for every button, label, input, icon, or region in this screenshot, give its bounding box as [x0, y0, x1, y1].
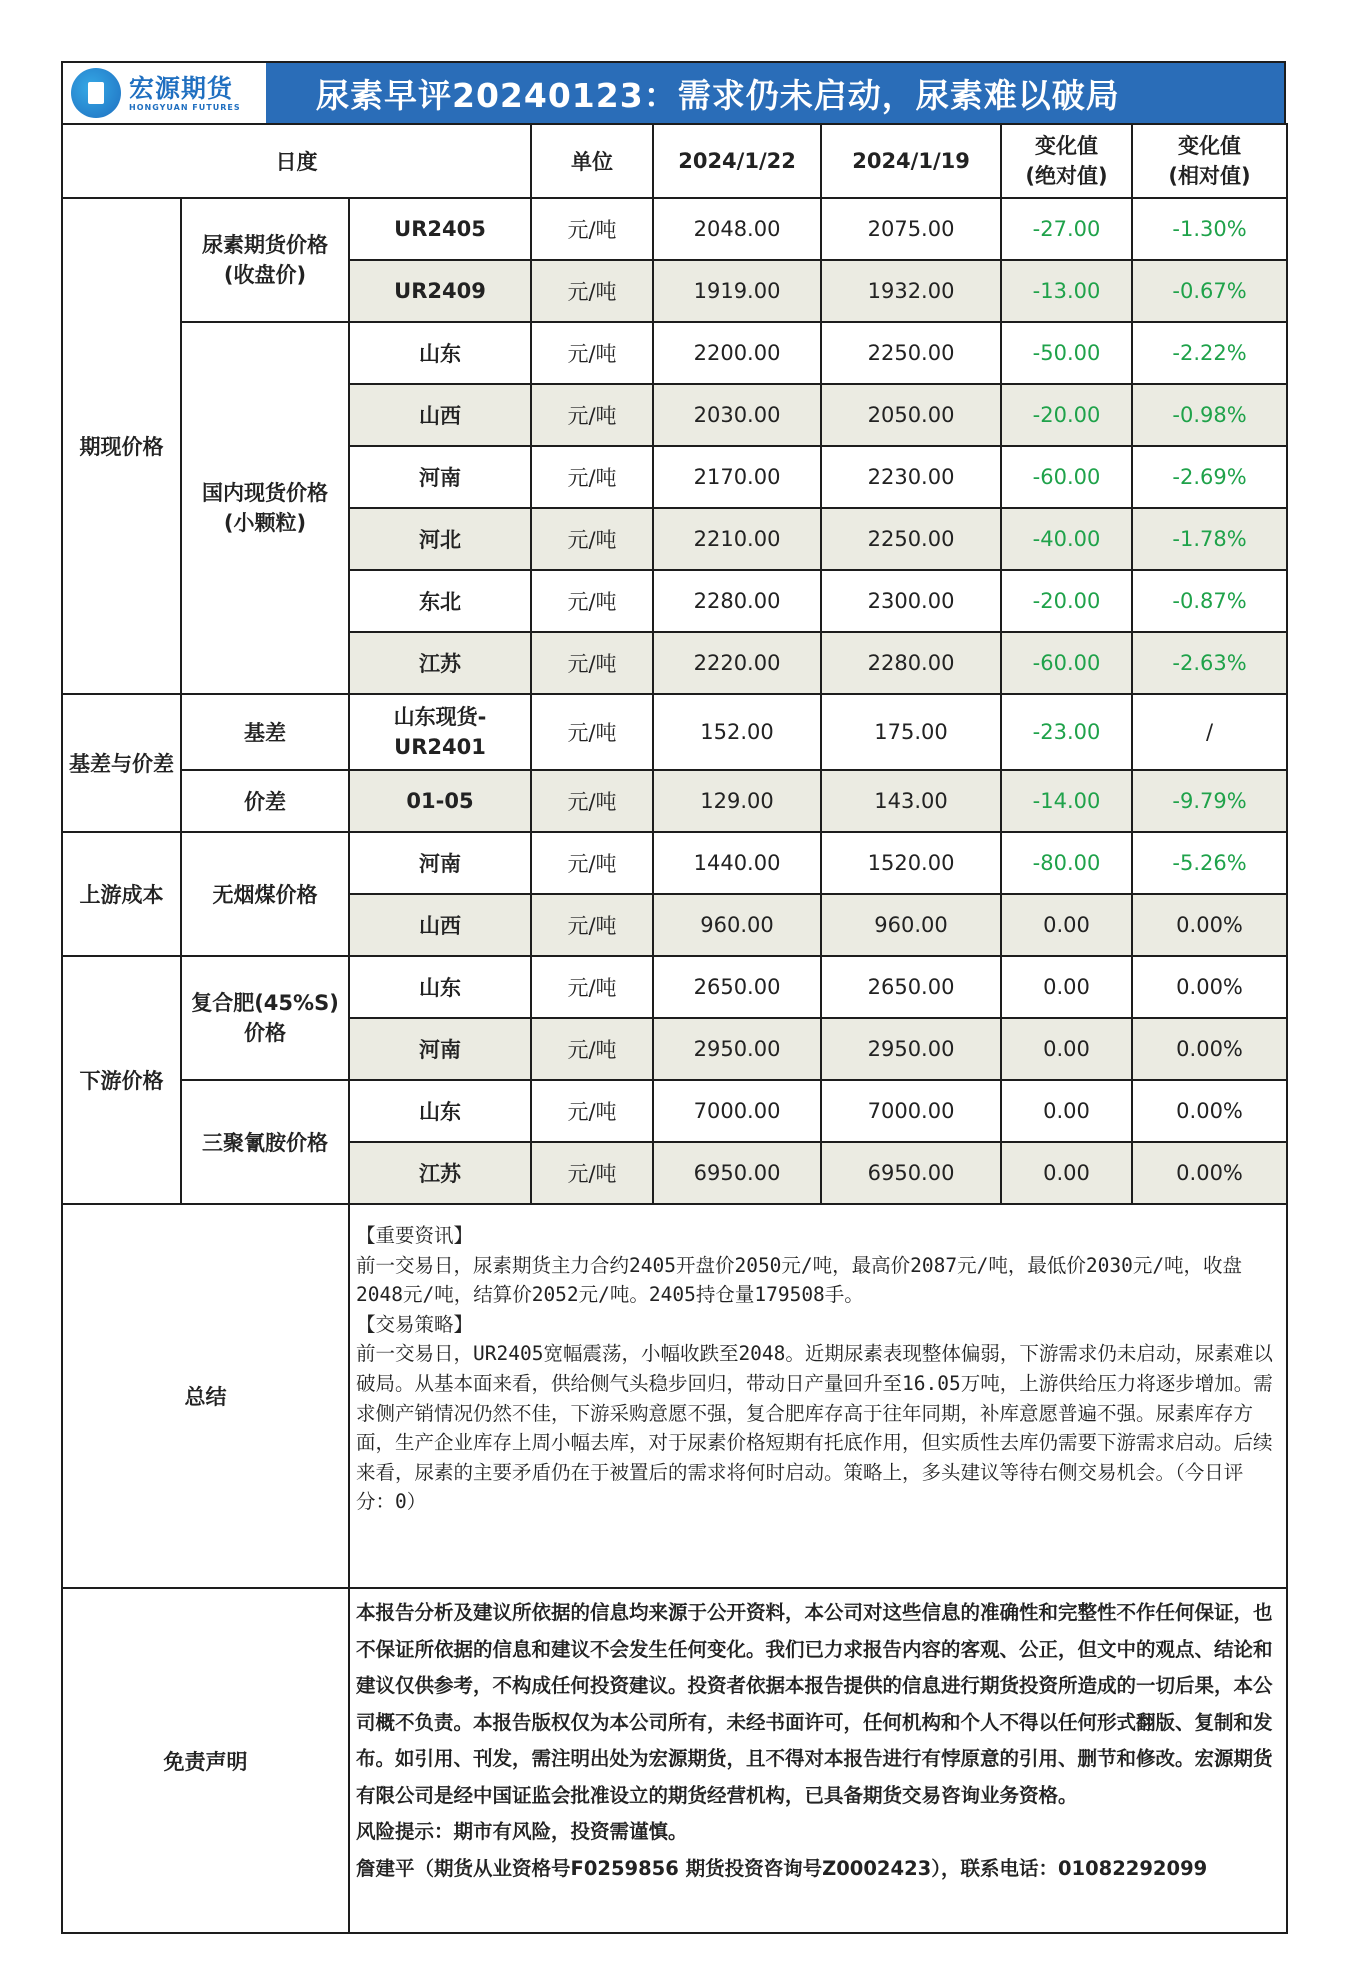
row-rel-change: -1.78%: [1132, 508, 1287, 570]
table-row: [62, 198, 1287, 260]
row-unit: 元/吨: [531, 832, 653, 894]
row-item: 山西: [349, 384, 531, 446]
summary-content: [349, 1204, 1287, 1588]
row-unit: 元/吨: [531, 446, 653, 508]
col-date1: 2024/1/22: [653, 124, 821, 198]
hongyuan-logo-icon: [71, 68, 121, 118]
row-item: 山东现货- UR2401: [349, 694, 531, 770]
row-unit: 元/吨: [531, 260, 653, 322]
col-abs-change: 变化值 (绝对值): [1001, 124, 1132, 198]
report-sheet: [61, 61, 1286, 1934]
row-value-date2: 2250.00: [821, 322, 1001, 384]
risk-notice: 风险提示：期市有风险，投资需谨慎。: [356, 1820, 688, 1843]
row-item: 山东: [349, 1080, 531, 1142]
disclaimer-row: [62, 1588, 1287, 1933]
table-row: [62, 832, 1287, 894]
group-upstream: 上游成本: [62, 832, 181, 956]
row-rel-change: -0.67%: [1132, 260, 1287, 322]
row-item: UR2409: [349, 260, 531, 322]
row-abs-change: 0.00: [1001, 1080, 1132, 1142]
subgroup-spot: 国内现货价格 (小颗粒): [181, 322, 349, 694]
row-rel-change: -5.26%: [1132, 832, 1287, 894]
row-unit: 元/吨: [531, 694, 653, 770]
row-unit: 元/吨: [531, 894, 653, 956]
row-value-date2: 2300.00: [821, 570, 1001, 632]
summary-label: 总结: [62, 1204, 349, 1588]
strategy-heading: 【交易策略】: [356, 1312, 474, 1336]
row-value-date1: 2170.00: [653, 446, 821, 508]
row-item: 河南: [349, 832, 531, 894]
row-unit: 元/吨: [531, 956, 653, 1018]
row-item: UR2405: [349, 198, 531, 260]
row-abs-change: -20.00: [1001, 570, 1132, 632]
row-abs-change: 0.00: [1001, 1018, 1132, 1080]
subgroup-spread: 价差: [181, 770, 349, 832]
row-value-date2: 175.00: [821, 694, 1001, 770]
row-abs-change: -13.00: [1001, 260, 1132, 322]
row-abs-change: 0.00: [1001, 956, 1132, 1018]
news-heading: 【重要资讯】: [356, 1224, 474, 1247]
row-item: 河南: [349, 1018, 531, 1080]
disclaimer-body: 本报告分析及建议所依据的信息均来源于公开资料，本公司对这些信息的准确性和完整性不作任何保证，也不保证所依据的信息和建议不会发生任何变化。我们已力求报告内容的客观、公正，但文中的观点、结论和建议仅供参考，不构成任何投资建议。投资者依据本报告提供的信息进行期货投资所造成的一切后果，本公司概不负责。本报告版权仅为本公司所有，未经书面许可，任何机构和个人不得以任何形式翻版、复制和发布。如引用、刊发，需注明出处为宏源期货，且不得对本报告进行有悖原意的引用、删节和修改。宏源期货有限公司是经中国证监会批准设立的期货经营机构，已具备期货交易咨询业务资格。: [356, 1601, 1273, 1807]
row-item: 山东: [349, 956, 531, 1018]
row-value-date2: 2050.00: [821, 384, 1001, 446]
row-value-date1: 2280.00: [653, 570, 821, 632]
row-abs-change: 0.00: [1001, 1142, 1132, 1204]
subgroup-coal: 无烟煤价格: [181, 832, 349, 956]
row-value-date1: 152.00: [653, 694, 821, 770]
row-item: 东北: [349, 570, 531, 632]
row-value-date2: 2650.00: [821, 956, 1001, 1018]
row-value-date2: 143.00: [821, 770, 1001, 832]
row-abs-change: -14.00: [1001, 770, 1132, 832]
row-value-date2: 7000.00: [821, 1080, 1001, 1142]
group-downstream: 下游价格: [62, 956, 181, 1204]
row-value-date1: 2650.00: [653, 956, 821, 1018]
row-rel-change: 0.00%: [1132, 1080, 1287, 1142]
row-value-date2: 960.00: [821, 894, 1001, 956]
disclaimer-content: [349, 1588, 1287, 1933]
row-unit: 元/吨: [531, 1142, 653, 1204]
row-value-date1: 1919.00: [653, 260, 821, 322]
row-abs-change: -60.00: [1001, 446, 1132, 508]
row-value-date2: 6950.00: [821, 1142, 1001, 1204]
row-value-date1: 2950.00: [653, 1018, 821, 1080]
row-unit: 元/吨: [531, 1080, 653, 1142]
row-value-date1: 2200.00: [653, 322, 821, 384]
row-rel-change: -9.79%: [1132, 770, 1287, 832]
row-item: 江苏: [349, 1142, 531, 1204]
row-rel-change: 0.00%: [1132, 956, 1287, 1018]
table-row: [62, 1080, 1287, 1142]
row-value-date1: 6950.00: [653, 1142, 821, 1204]
row-abs-change: -80.00: [1001, 832, 1132, 894]
row-unit: 元/吨: [531, 632, 653, 694]
report-header: [61, 61, 1286, 123]
column-header-row: [62, 124, 1287, 198]
row-rel-change: 0.00%: [1132, 1018, 1287, 1080]
row-value-date1: 960.00: [653, 894, 821, 956]
row-rel-change: -0.98%: [1132, 384, 1287, 446]
row-value-date2: 2280.00: [821, 632, 1001, 694]
group-basis-spread: 基差与价差: [62, 694, 181, 832]
row-item: 山西: [349, 894, 531, 956]
col-date2: 2024/1/19: [821, 124, 1001, 198]
summary-row: [62, 1204, 1287, 1588]
row-value-date1: 2048.00: [653, 198, 821, 260]
row-rel-change: 0.00%: [1132, 1142, 1287, 1204]
row-unit: 元/吨: [531, 198, 653, 260]
row-value-date2: 2250.00: [821, 508, 1001, 570]
row-abs-change: -50.00: [1001, 322, 1132, 384]
row-item: 山东: [349, 322, 531, 384]
row-rel-change: -2.22%: [1132, 322, 1287, 384]
subgroup-basis: 基差: [181, 694, 349, 770]
row-unit: 元/吨: [531, 770, 653, 832]
row-unit: 元/吨: [531, 508, 653, 570]
row-unit: 元/吨: [531, 570, 653, 632]
row-item: 河北: [349, 508, 531, 570]
disclaimer-label: 免责声明: [62, 1588, 349, 1933]
company-logo: [63, 63, 266, 123]
news-body: 前一交易日，尿素期货主力合约2405开盘价2050元/吨，最高价2087元/吨，最低价2030元/吨，收盘2048元/吨，结算价2052元/吨。2405持仓量179508手。: [356, 1253, 1243, 1307]
table-row: [62, 694, 1287, 770]
row-value-date1: 1440.00: [653, 832, 821, 894]
row-abs-change: -27.00: [1001, 198, 1132, 260]
row-value-date2: 2950.00: [821, 1018, 1001, 1080]
row-abs-change: -23.00: [1001, 694, 1132, 770]
table-row: [62, 322, 1287, 384]
row-abs-change: 0.00: [1001, 894, 1132, 956]
row-abs-change: -60.00: [1001, 632, 1132, 694]
subgroup-futures: 尿素期货价格 (收盘价): [181, 198, 349, 322]
row-rel-change: -2.63%: [1132, 632, 1287, 694]
row-value-date2: 1932.00: [821, 260, 1001, 322]
row-value-date1: 2210.00: [653, 508, 821, 570]
col-unit: 单位: [531, 124, 653, 198]
author-contact: 詹建平（期货从业资格号F0259856 期货投资咨询号Z0002423），联系电话：01082292099: [356, 1856, 1208, 1880]
row-item: 江苏: [349, 632, 531, 694]
logo-english: HONGYUAN FUTURES: [129, 102, 241, 112]
row-rel-change: -0.87%: [1132, 570, 1287, 632]
row-rel-change: -1.30%: [1132, 198, 1287, 260]
report-title: 尿素早评20240123：需求仍未启动，尿素难以破局: [266, 63, 1284, 123]
price-table: [61, 123, 1288, 1934]
row-rel-change: /: [1132, 694, 1287, 770]
row-unit: 元/吨: [531, 1018, 653, 1080]
row-value-date2: 2230.00: [821, 446, 1001, 508]
row-value-date1: 129.00: [653, 770, 821, 832]
row-rel-change: 0.00%: [1132, 894, 1287, 956]
col-rel-change: 变化值 (相对值): [1132, 124, 1287, 198]
logo-name: 宏源期货: [129, 73, 234, 103]
row-unit: 元/吨: [531, 322, 653, 384]
strategy-body: 前一交易日，UR2405宽幅震荡，小幅收跌至2048。近期尿素表现整体偏弱，下游需求仍未启动，尿素难以破局。从基本面来看，供给侧气头稳步回归，带动日产量回升至16.05万吨，上游供给压力将逐步增加。需求侧产销情况仍然不佳，下游采购意愿不强，复合肥库存高于往年同期，补库意愿普遍不强。尿素库存方面，生产企业库存上周小幅去库，对于尿素价格短期有托底作用，但实质性去库仍需要下游需求启动。后续来看，尿素的主要矛盾仍在于被置后的需求将何时启动。策略上，多头建议等待右侧交易机会。（今日评分：0）: [356, 1342, 1273, 1514]
group-futures-spot: 期现价格: [62, 198, 181, 694]
subgroup-melamine: 三聚氰胺价格: [181, 1080, 349, 1204]
row-abs-change: -20.00: [1001, 384, 1132, 446]
row-item: 河南: [349, 446, 531, 508]
row-abs-change: -40.00: [1001, 508, 1132, 570]
row-value-date1: 2030.00: [653, 384, 821, 446]
row-rel-change: -2.69%: [1132, 446, 1287, 508]
row-value-date2: 2075.00: [821, 198, 1001, 260]
row-value-date1: 7000.00: [653, 1080, 821, 1142]
row-item: 01-05: [349, 770, 531, 832]
col-dimension: 日度: [62, 124, 531, 198]
subgroup-compound-fertilizer: 复合肥(45%S) 价格: [181, 956, 349, 1080]
row-value-date1: 2220.00: [653, 632, 821, 694]
row-unit: 元/吨: [531, 384, 653, 446]
table-row: [62, 956, 1287, 1018]
row-value-date2: 1520.00: [821, 832, 1001, 894]
table-row: [62, 770, 1287, 832]
